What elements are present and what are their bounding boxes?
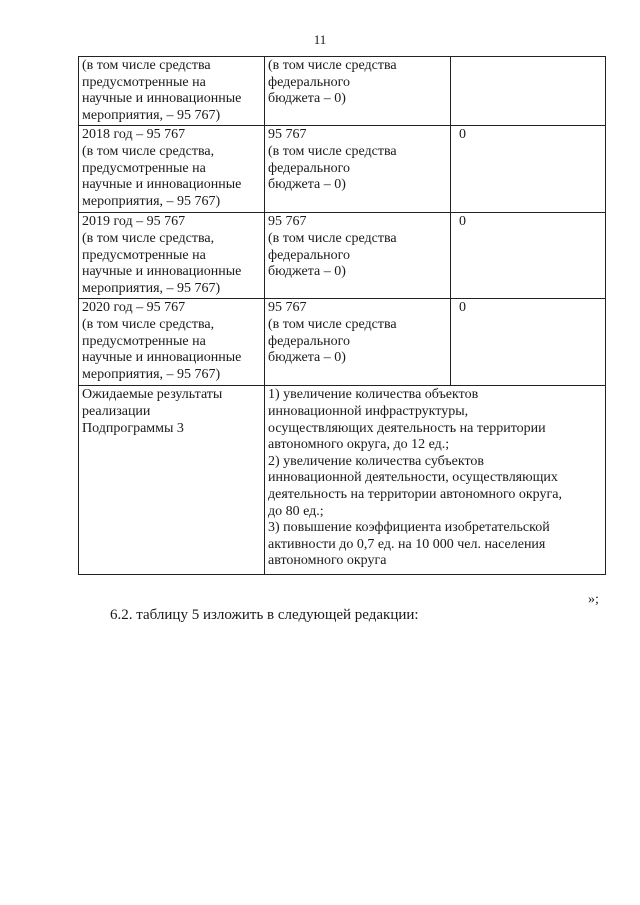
funding-total-cell: (в том числе средства предусмотренные на научные и инновационные мероприятия, – 95 767): [79, 57, 265, 126]
funding-other-cell: 0: [451, 213, 606, 299]
funding-budget-cell: 95 767 (в том числе средства федерального бюджета – 0): [265, 126, 451, 213]
funding-budget-cell: 95 767 (в том числе средства федерального бюджета – 0): [265, 213, 451, 299]
program-table: [78, 56, 606, 575]
table-row: [79, 126, 606, 213]
amendment-paragraph: 6.2. таблицу 5 изложить в следующей редакции:: [110, 607, 419, 623]
page-number: 11: [313, 32, 327, 47]
results-label-cell: Ожидаемые результаты реализации Подпрограммы 3: [79, 386, 265, 575]
table-row: [79, 386, 606, 575]
funding-other-cell: 0: [451, 126, 606, 213]
results-text-cell: 1) увеличение количества объектов инновационной инфраструктуры, осуществляющих деятельность на территории автономного округа, до 12 ед.; 2) увеличение количества субъектов инновационной деятельности, осуществляющих деятельность на территории автономного округа, до 80 ед.; 3) повышение коэффициента изобретательской активности до 0,7 ед. на 10 000 чел. населения автономного округа: [265, 386, 606, 575]
funding-budget-cell: 95 767 (в том числе средства федерального бюджета – 0): [265, 299, 451, 386]
funding-total-cell: 2020 год – 95 767 (в том числе средства, предусмотренные на научные и инновационные мероприятия, – 95 767): [79, 299, 265, 386]
table-row: [79, 213, 606, 299]
funding-total-cell: 2019 год – 95 767 (в том числе средства, предусмотренные на научные и инновационные мероприятия, – 95 767): [79, 213, 265, 299]
funding-other-cell: 0: [451, 299, 606, 386]
funding-total-cell: 2018 год – 95 767 (в том числе средства, предусмотренные на научные и инновационные мероприятия, – 95 767): [79, 126, 265, 213]
table-row: [79, 299, 606, 386]
table-row: [79, 57, 606, 126]
closing-quote: »;: [588, 592, 599, 607]
funding-other-cell: [451, 57, 606, 126]
funding-budget-cell: (в том числе средства федерального бюджета – 0): [265, 57, 451, 126]
